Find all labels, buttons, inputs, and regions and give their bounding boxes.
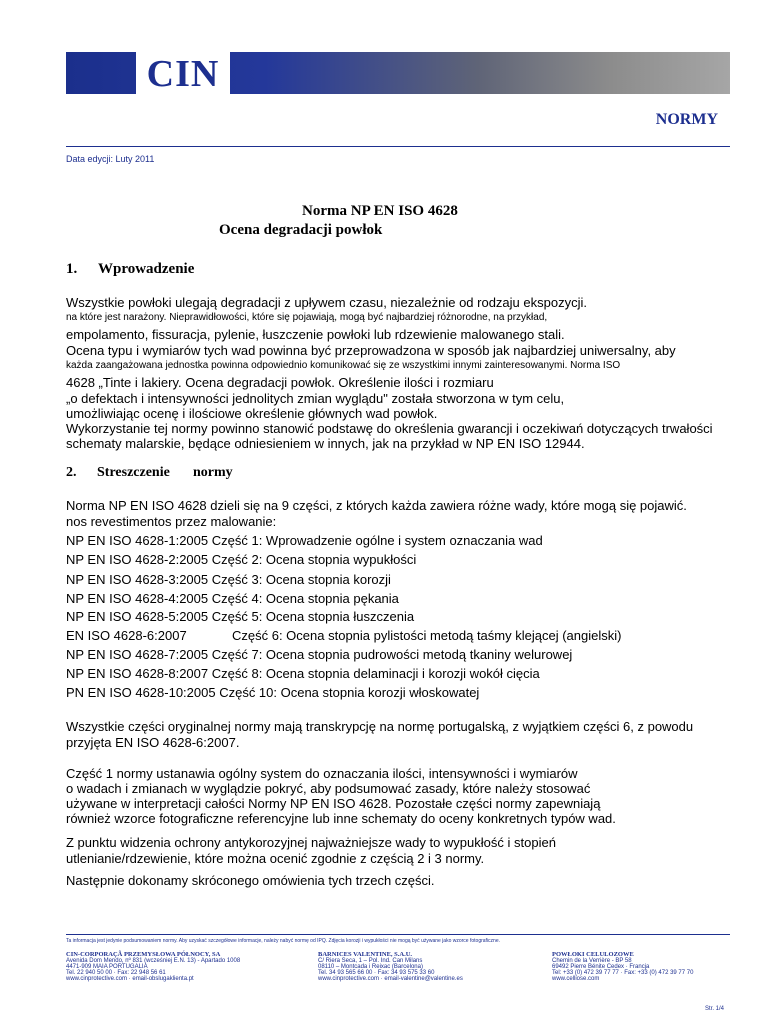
norm-part-item: PN EN ISO 4628-10:2005 Część 10: Ocena stopnia korozji włoskowatej [66,685,480,700]
section-1-line: 4628 „Tinte i lakiery. Ocena degradacji powłok. Określenie ilości i rozmiaru [66,375,494,390]
paragraph-line: Następnie dokonamy skróconego omówienia tych trzech części. [66,873,435,888]
norm-part-description: Część 6: Ocena stopnia pylistości metodą taśmy klejącej (angielski) [232,628,622,643]
norm-part-item: NP EN ISO 4628-4:2005 Część 4: Ocena stopnia pękania [66,591,399,606]
company-website[interactable]: www.celliose.com [552,976,600,982]
section-1-number: 1. [66,261,78,277]
section-1-line: Ocena typu i wymiarów tych wad powinna być przeprowadzona w sposób jak najbardziej uniwersalny, aby [66,343,676,358]
paragraph-line: używane w interpretacji całości Normy NP EN ISO 4628. Pozostałe części normy zapewniają [66,796,601,811]
section-2-heading: Streszczenie [97,465,170,480]
paragraph-line: również wzorce fotograficzne referencyjne lub inne schematy do oceny konkretnych typów wad. [66,811,616,826]
paragraph-line: przyjęta EN ISO 4628-6:2007. [66,735,240,750]
footer-disclaimer: Ta informacja jest jedynie podsumowaniem normy. Aby uzyskać szczegółowe informacje, należy nabyć normę od IPQ. Zdjęcia korozji i wypukłości nie mogą być używane jako wzorce fotograficzne. [66,938,500,944]
norm-part-item: EN ISO 4628-6:2007 [66,628,187,643]
company-address: Avenida Dom Mendo, nº 831 (wcześniej E.N. 13) - Apartado 1008 [66,958,241,964]
header-divider [66,146,730,147]
norm-part-item: NP EN ISO 4628-3:2005 Część 3: Ocena stopnia korozji [66,572,391,587]
section-label: NORMY [655,111,718,128]
section-1-heading: Wprowadzenie [98,261,195,277]
paragraph-line: o wadach i zmianach w wyglądzie pokryć, aby podsumować zasady, które należy stosować [66,781,591,796]
norm-part-item: NP EN ISO 4628-2:2005 Część 2: Ocena stopnia wypukłości [66,552,417,567]
section-1-line: Wszystkie powłoki ulegają degradacji z upływem czasu, niezależnie od rodzaju ekspozycji. [66,295,587,310]
footer-company-cin [66,951,240,982]
cin-logo: CIN [146,53,220,95]
document-title: Norma NP EN ISO 4628 [302,203,458,219]
company-address: Chemin de la Verrière - BP 58 [552,958,632,964]
company-website[interactable]: www.cinprotective.com · email-valentine@valentine.es [318,976,463,982]
footer-company-valentine [318,951,463,982]
edition-date: Data edycji: Luty 2011 [66,154,155,164]
company-address: 08110 – Montcada i Reixac (Barcelona) [318,964,423,970]
section-2-intro: nos revestimentos przez malowanie: [66,514,277,529]
company-address: C/ Riera Seca, 1 – Pol. Ind. Can Milans [318,958,423,964]
page-number: Str. 1/4 [704,1006,724,1012]
company-name: BARNICES VALENTINE, S.A.U. [318,951,413,958]
paragraph-line: utlenianie/rdzewienie, które można ocenić zgodnie z częścią 2 i 3 normy. [66,851,485,866]
section-2-number: 2. [66,465,77,480]
section-1-line: umożliwiając ocenę i ilościowe określenie głównych wad powłok. [66,406,438,421]
document-subtitle: Ocena degradacji powłok [219,222,383,238]
norm-part-item: NP EN ISO 4628-7:2005 Część 7: Ocena stopnia pudrowości metodą tkaniny welurowej [66,647,573,662]
section-1-line: empolamento, fissuracja, pylenie, łuszczenie powłoki lub rdzewienie malowanego stali. [66,327,565,342]
norm-part-item: NP EN ISO 4628-8:2007 Część 8: Ocena stopnia delaminacji i korozji wokół cięcia [66,666,540,681]
company-phone: Tel. 34 93 565 66 00 · Fax: 34 93 575 33 60 [318,970,435,976]
paragraph-line: Wszystkie części oryginalnej normy mają transkrypcję na normę portugalską, z wyjątkiem części 6, z powodu [66,719,694,734]
company-phone: Tel. 22 940 50 00 · Fax: 22 948 56 61 [66,970,166,976]
section-2-heading-word: normy [193,465,233,480]
section-1-line: „o defektach i intensywności jednolitych zmian wyglądu" została stworzona w tym celu, [66,391,565,406]
company-phone: Tel: +33 (0) 472 39 77 77 · Fax: +33 (0) 472 39 77 70 [552,970,694,976]
paragraph-line: Część 1 normy ustanawia ogólny system do oznaczania ilości, intensywności i wymiarów [66,766,578,781]
section-1-line: Wykorzystanie tej normy powinno stanowić podstawę do określenia gwarancji i oczekiwań dotyczących trwałości [66,421,713,436]
company-address: 4471-909 MAIA PORTUGALIA [66,964,148,970]
company-name: POWŁOKI CELULOZOWE [552,951,634,958]
footer-divider [66,934,730,935]
section-2-intro: Norma NP EN ISO 4628 dzieli się na 9 części, z których każda zawiera różne wady, które mogą się pojawić. [66,498,687,513]
norm-part-item: NP EN ISO 4628-5:2005 Część 5: Ocena stopnia łuszczenia [66,609,415,624]
company-address: 69492 Pierre Bénite Cedex · Francja [552,964,650,970]
section-1-line: schematy malarskie, będące odniesieniem w innych, jak na przykład w NP EN ISO 12944. [66,436,585,451]
section-1-line-text: na które jest narażony. Nieprawidłowości, które się pojawiają, mogą być najbardziej różnorodne, na przykład, [66,312,548,323]
section-1-line [66,312,668,323]
company-name: CIN-CORPORAÇÃ PRZEMYSŁOWA PÓŁNOCY, SA [66,951,221,958]
company-website[interactable]: www.cinprotective.com · email-obslugaklienta.pt [66,976,194,982]
paragraph-line: Z punktu widzenia ochrony antykorozyjnej najważniejsze wady to wypukłość i stopień [66,835,556,850]
footer-company-celliose [552,951,693,982]
section-1-line: każda zaangażowana jednostka powinna odpowiednio komunikować się ze wszystkimi innymi zainteresowanymi. Norma ISO [66,360,621,371]
norm-part-item: NP EN ISO 4628-1:2005 Część 1: Wprowadzenie ogólne i system oznaczania wad [66,533,543,548]
